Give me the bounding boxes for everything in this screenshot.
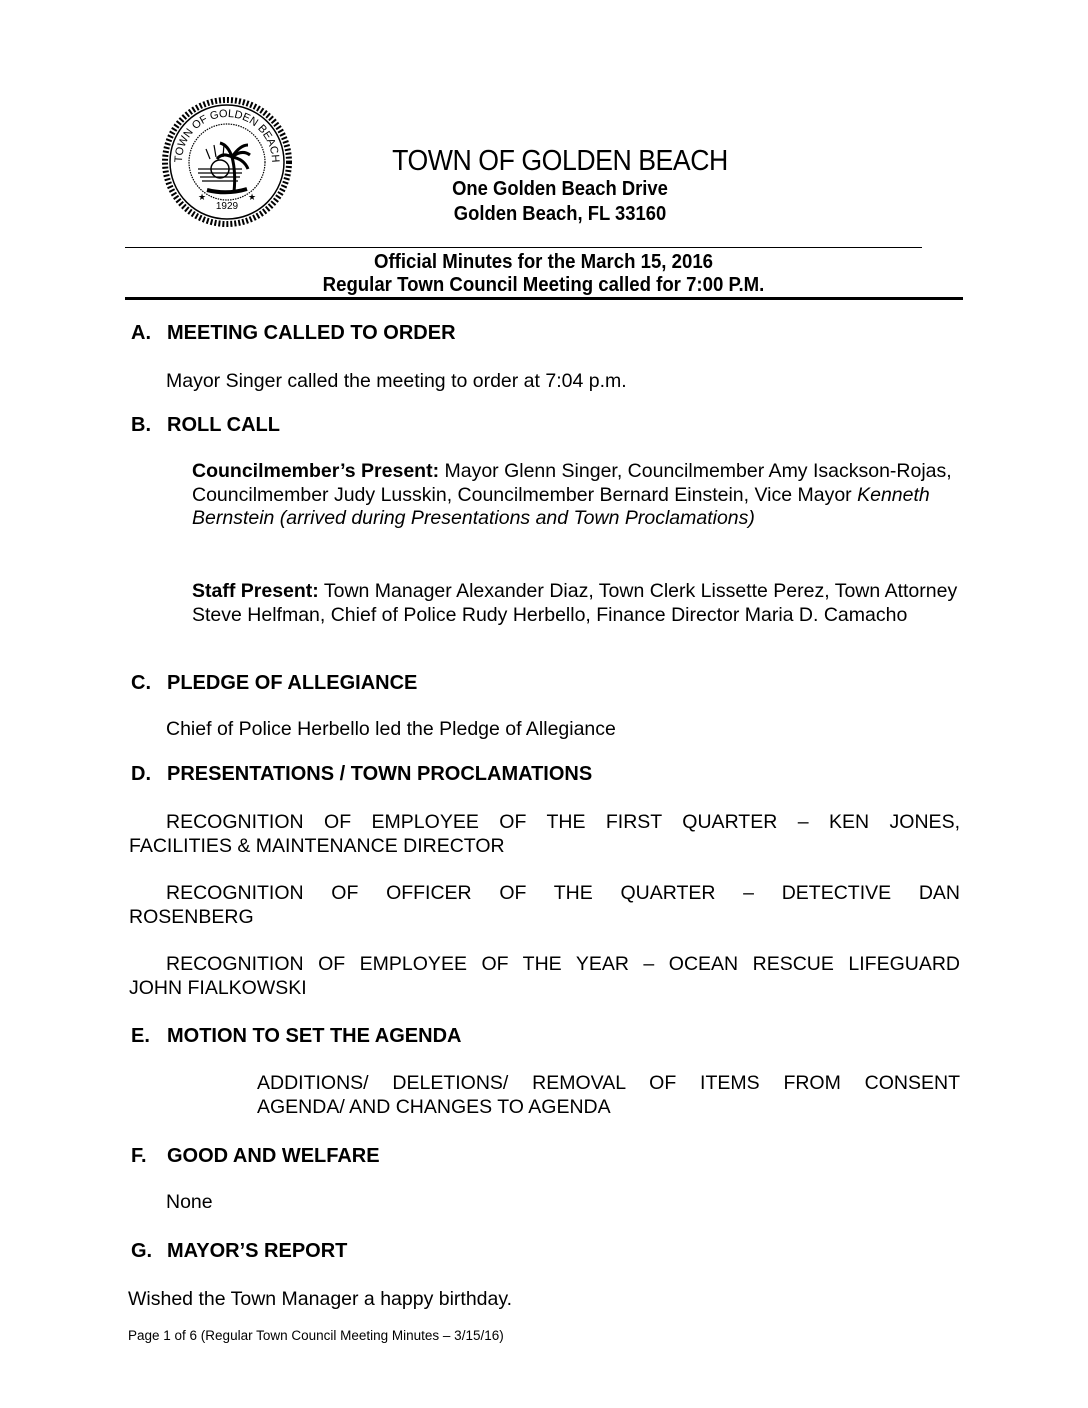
section-a-body: Mayor Singer called the meeting to order at 7:04 p.m. xyxy=(166,370,627,392)
minutes-subtitle-2: Regular Town Council Meeting called for 7:00 P.M. xyxy=(322,274,765,296)
section-d-heading: D. PRESENTATIONS / TOWN PROCLAMATIONS xyxy=(131,763,593,785)
section-b-heading: B. ROLL CALL xyxy=(131,414,280,436)
section-g-heading: G. MAYOR’S REPORT xyxy=(131,1240,348,1262)
councilmembers-present: Councilmember’s Present: Mayor Glenn Singer, Councilmember Amy Isackson-Rojas, Councilmember Judy Lusskin, Councilmember Bernard Einstein, Vice Mayor Kenneth Bernstein (arrived during Presentations and Town Proclamations) xyxy=(192,460,952,529)
presentation-item-cont: FACILITIES & MAINTENANCE DIRECTOR xyxy=(129,835,505,857)
address-line-1: One Golden Beach Drive xyxy=(452,178,668,200)
town-title: TOWN OF GOLDEN BEACH xyxy=(392,145,728,177)
minutes-subtitle-1: Official Minutes for the March 15, 2016 xyxy=(373,251,714,273)
subtitle-divider xyxy=(125,297,963,300)
section-f-body: None xyxy=(166,1191,213,1213)
svg-text:TOWN OF GOLDEN BEACH: TOWN OF GOLDEN BEACH xyxy=(172,107,282,163)
address-line-2: Golden Beach, FL 33160 xyxy=(453,203,667,225)
page-footer: Page 1 of 6 (Regular Town Council Meeting Minutes – 3/15/16) xyxy=(128,1328,504,1343)
section-f-heading: F. GOOD AND WELFARE xyxy=(131,1145,380,1167)
presentation-item: RECOGNITION OF OFFICER OF THE QUARTER – DETECTIVE DAN xyxy=(166,882,960,904)
presentation-item: RECOGNITION OF EMPLOYEE OF THE FIRST QUARTER – KEN JONES, xyxy=(166,811,960,833)
presentation-item: RECOGNITION OF EMPLOYEE OF THE YEAR – OCEAN RESCUE LIFEGUARD xyxy=(166,953,960,975)
section-c-body: Chief of Police Herbello led the Pledge of Allegiance xyxy=(166,718,616,740)
agenda-changes-cont: AGENDA/ AND CHANGES TO AGENDA xyxy=(257,1096,611,1118)
section-c-heading: C. PLEDGE OF ALLEGIANCE xyxy=(131,672,418,694)
agenda-changes: ADDITIONS/ DELETIONS/ REMOVAL OF ITEMS FROM CONSENT xyxy=(257,1072,960,1094)
presentation-item-cont: JOHN FIALKOWSKI xyxy=(129,977,307,999)
svg-text:★: ★ xyxy=(197,192,207,202)
section-e-heading: E. MOTION TO SET THE AGENDA xyxy=(131,1025,462,1047)
header-divider xyxy=(125,247,922,248)
svg-text:1929: 1929 xyxy=(215,201,239,212)
staff-present: Staff Present: Town Manager Alexander Diaz, Town Clerk Lissette Perez, Town Attorney Steve Helfman, Chief of Police Rudy Herbello, Finance Director Maria D. Camacho xyxy=(192,580,958,626)
presentation-item-cont: ROSENBERG xyxy=(129,906,254,928)
svg-text:★: ★ xyxy=(247,192,257,202)
section-a-heading: A. MEETING CALLED TO ORDER xyxy=(131,322,456,344)
section-g-body: Wished the Town Manager a happy birthday. xyxy=(128,1288,513,1310)
town-seal-icon xyxy=(162,97,292,227)
